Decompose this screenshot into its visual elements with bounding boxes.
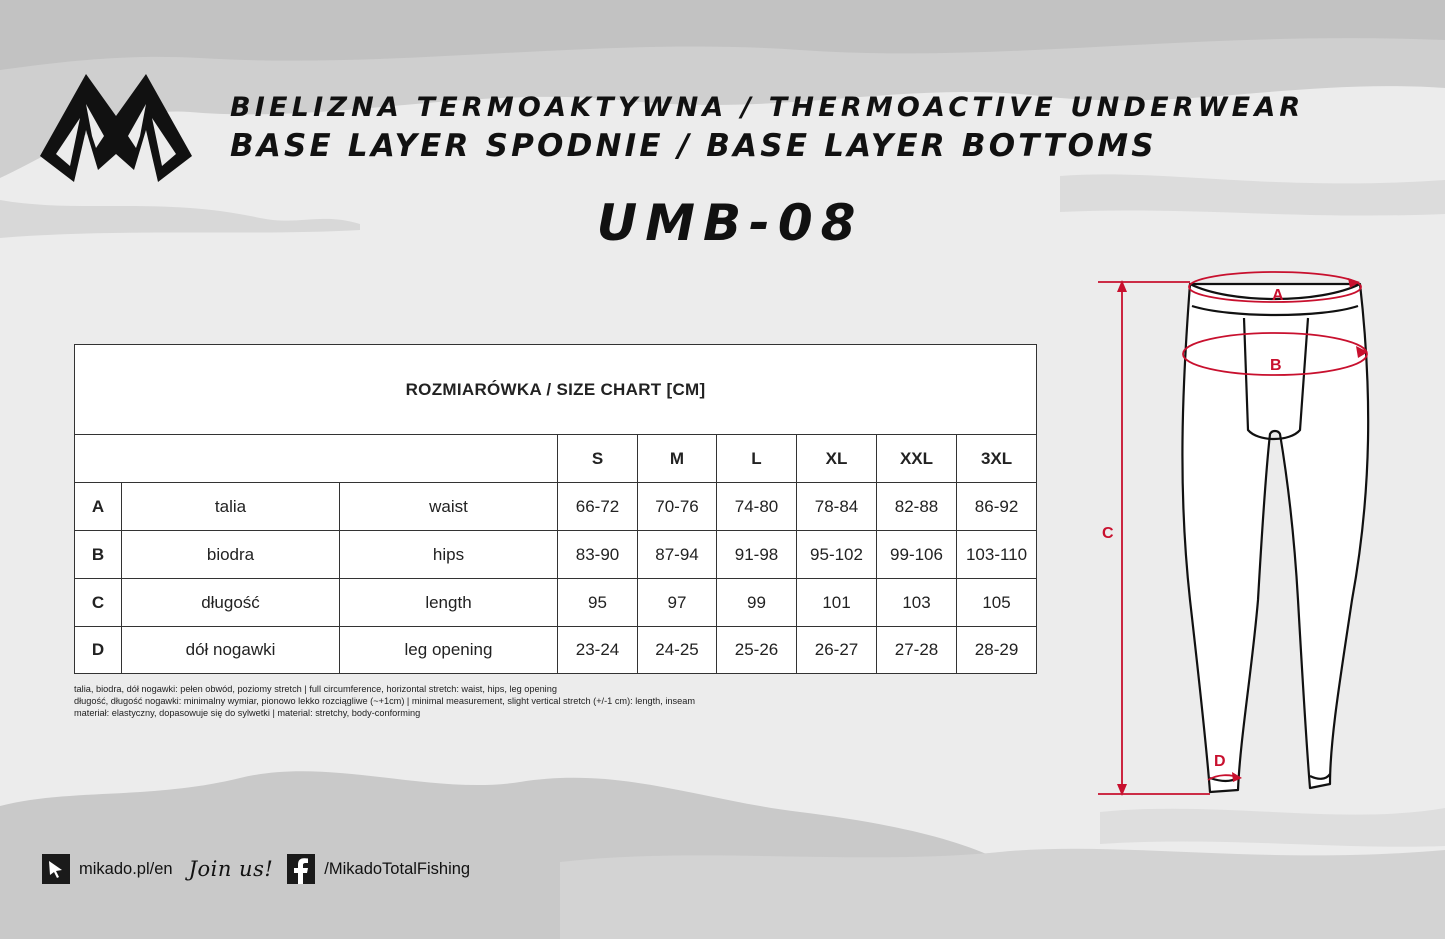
value-cell: 103-110 [957,531,1037,579]
size-header-xl: XL [797,435,877,483]
join-us-text: Join us! [188,857,274,881]
row-label-pl: biodra [122,531,340,579]
value-cell: 66-72 [558,483,638,531]
value-cell: 99 [717,579,797,627]
header-title-line1: BIELIZNA TERMOAKTYWNA / THERMOACTIVE UNDERWEAR [230,92,1305,123]
size-header-3xl: 3XL [957,435,1037,483]
note-line: talia, biodra, dół nogawki: pełen obwód, poziomy stretch | full circumference, horizontal stretch: waist, hips, leg opening [74,684,557,694]
value-cell: 24-25 [638,627,717,674]
value-cell: 91-98 [717,531,797,579]
row-label-en: waist [340,483,558,531]
value-cell: 26-27 [797,627,877,674]
table-row-waist [75,483,1037,531]
header-title-line2: BASE LAYER SPODNIE / BASE LAYER BOTTOMS [230,128,1157,164]
cursor-icon [42,854,70,884]
model-code: UMB-08 [596,194,864,252]
value-cell: 28-29 [957,627,1037,674]
value-cell: 23-24 [558,627,638,674]
row-label-pl: długość [122,579,340,627]
value-cell: 103 [877,579,957,627]
value-cell: 99-106 [877,531,957,579]
row-label-pl: talia [122,483,340,531]
row-label-pl: dół nogawki [122,627,340,674]
table-row-length [75,579,1037,627]
website-link[interactable]: mikado.pl/en [79,859,173,878]
note-line: materiał: elastyczny, dopasowuje się do sylwetki | material: stretchy, body-conforming [74,708,421,718]
label-d: D [1214,753,1226,770]
facebook-icon[interactable] [287,854,315,884]
mikado-logo [36,70,196,185]
value-cell: 74-80 [717,483,797,531]
leggings-measurement-diagram [1090,270,1380,810]
row-code: C [75,579,122,627]
size-header-m: M [638,435,717,483]
row-label-en: length [340,579,558,627]
row-code: A [75,483,122,531]
note-line: długość, długość nogawki: minimalny wymiar, pionowo lekko rozciągliwe (~+1cm) | minimal measurement, slight vertical stretch (+/-1 cm): length, inseam [74,696,695,706]
value-cell: 78-84 [797,483,877,531]
table-row-leg-opening [75,627,1037,674]
size-header-xxl: XXL [877,435,957,483]
size-header-l: L [717,435,797,483]
footer-bar [42,852,470,886]
header-blank-cell [75,435,558,483]
label-b: B [1270,357,1282,374]
value-cell: 83-90 [558,531,638,579]
label-c: C [1102,525,1114,542]
size-chart-table [74,344,1037,674]
value-cell: 97 [638,579,717,627]
value-cell: 86-92 [957,483,1037,531]
row-code: B [75,531,122,579]
size-header-s: S [558,435,638,483]
value-cell: 25-26 [717,627,797,674]
value-cell: 95-102 [797,531,877,579]
value-cell: 70-76 [638,483,717,531]
row-code: D [75,627,122,674]
size-chart-title: ROZMIARÓWKA / SIZE CHART [CM] [75,345,1037,435]
row-label-en: hips [340,531,558,579]
label-a: A [1272,287,1284,304]
value-cell: 87-94 [638,531,717,579]
value-cell: 95 [558,579,638,627]
value-cell: 27-28 [877,627,957,674]
value-cell: 82-88 [877,483,957,531]
facebook-link[interactable]: /MikadoTotalFishing [324,859,471,878]
row-label-en: leg opening [340,627,558,674]
value-cell: 105 [957,579,1037,627]
value-cell: 101 [797,579,877,627]
table-row-hips [75,531,1037,579]
size-notes [74,683,1034,719]
